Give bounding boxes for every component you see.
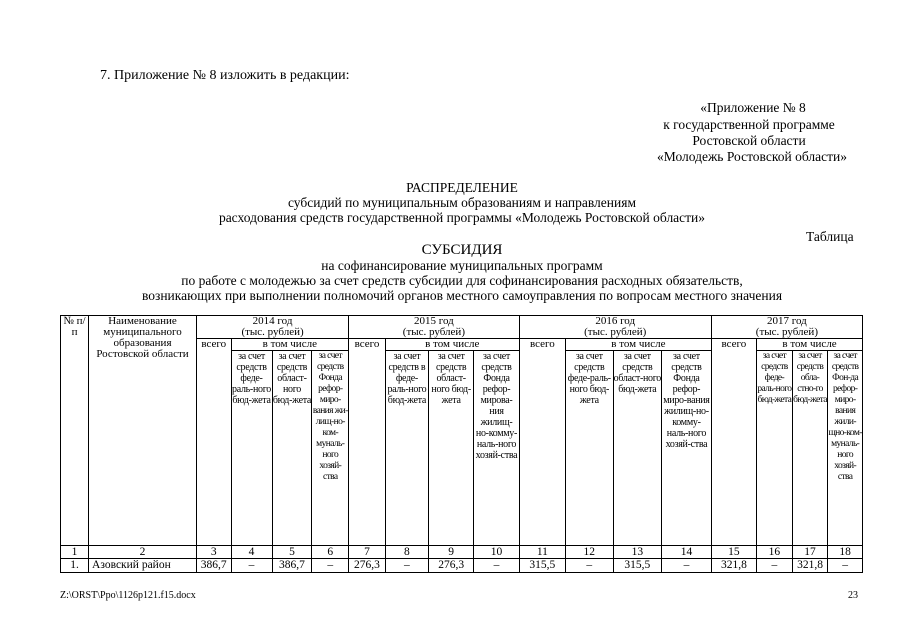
distribution-title: РАСПРЕДЕЛЕНИЕ [406, 180, 518, 195]
column-number: 13 [613, 546, 662, 559]
appendix-line-3: Ростовской области [692, 133, 806, 148]
header-regional: за счет средств област-ного бюд-жета [272, 351, 312, 546]
appendix-line-2: к государственной программе [663, 117, 835, 132]
cell-value: 386,7 [272, 559, 312, 573]
subsidy-line-2: по работе с молодежью за счет средств субсидии для софинансирования расходных обязательств, [181, 273, 743, 288]
header-federal: за счет средств феде-раль-ного бюд-жета [566, 351, 613, 546]
footer-file-path: Z:\ORST\Ppo\1126p121.f15.docx [60, 590, 196, 601]
cell-name: Азовский район [89, 559, 197, 573]
column-number: 5 [272, 546, 312, 559]
subsidy-title: СУБСИДИЯ [421, 242, 503, 258]
column-number: 14 [662, 546, 712, 559]
header-fund: за счет средств Фонда рефор-мирова-ния жилищ-но-комму-наль-ного хозяй-ства [474, 351, 519, 546]
cell-value: 321,8 [792, 559, 828, 573]
header-including: в том числе [385, 339, 519, 351]
cell-value: – [662, 559, 712, 573]
distribution-line-1: субсидий по муниципальным образованиям и направлениям [287, 195, 636, 210]
header-regional: за счет средств област-ного бюд-жета [428, 351, 473, 546]
cell-value: 315,5 [613, 559, 662, 573]
column-number: 10 [474, 546, 519, 559]
header-name: Наименование муниципального образования Ростовской области [89, 316, 197, 546]
cell-value: 386,7 [196, 559, 231, 573]
cell-value: 321,8 [711, 559, 756, 573]
column-number: 18 [828, 546, 863, 559]
column-number: 16 [757, 546, 793, 559]
cell-value: 315,5 [519, 559, 565, 573]
header-total: всего [349, 339, 386, 546]
header-year-2015: 2015 год (тыс. рублей) [349, 316, 520, 339]
table-row [61, 559, 863, 573]
subsidy-table [60, 315, 863, 573]
cell-value: 276,3 [349, 559, 386, 573]
cell-value: – [566, 559, 613, 573]
column-number: 7 [349, 546, 386, 559]
header-total: всего [711, 339, 756, 546]
header-regional: за счет средств област-ного бюд-жета [613, 351, 662, 546]
appendix-line-4: «Молодежь Ростовской области» [657, 149, 847, 164]
cell-value: – [312, 559, 349, 573]
column-number: 1 [61, 546, 89, 559]
header-total: всего [519, 339, 565, 546]
cell-value: – [828, 559, 863, 573]
table-label: Таблица [806, 229, 854, 244]
cell-value: – [231, 559, 272, 573]
header-including: в том числе [757, 339, 863, 351]
header-year-2014: 2014 год (тыс. рублей) [196, 316, 348, 339]
subsidy-line-3: возникающих при выполнении полномочий органов местного самоуправления по вопросам местного значения [141, 288, 783, 303]
distribution-line-2: расходования средств государственной программы «Молодежь Ростовской области» [218, 210, 706, 225]
column-number: 9 [428, 546, 473, 559]
page-number: 23 [848, 590, 858, 601]
column-numbers-row [61, 546, 863, 559]
column-number: 6 [312, 546, 349, 559]
column-number: 4 [231, 546, 272, 559]
header-including: в том числе [231, 339, 349, 351]
cell-value: – [385, 559, 428, 573]
subsidy-line-1: на софинансирование муниципальных программ [321, 258, 603, 273]
cell-no: 1. [61, 559, 89, 573]
header-federal: за счет средств феде-раль-ного бюд-жета [231, 351, 272, 546]
item-heading: 7. Приложение № 8 изложить в редакции: [100, 68, 350, 83]
column-number: 17 [792, 546, 828, 559]
column-number: 8 [385, 546, 428, 559]
header-federal: за счет средств феде-раль-ного бюд-жета [757, 351, 793, 546]
header-no: № п/п [61, 316, 89, 546]
appendix-line-1: «Приложение № 8 [700, 100, 806, 115]
column-number: 15 [711, 546, 756, 559]
column-number: 11 [519, 546, 565, 559]
header-total: всего [196, 339, 231, 546]
header-federal: за счет средств в феде-раль-ного бюд-жета [385, 351, 428, 546]
header-regional: за счет средств обла-стно-го бюд-жета [792, 351, 828, 546]
column-number: 2 [89, 546, 197, 559]
cell-value: 276,3 [428, 559, 473, 573]
column-number: 12 [566, 546, 613, 559]
column-number: 3 [196, 546, 231, 559]
cell-value: – [757, 559, 793, 573]
header-year-2016: 2016 год (тыс. рублей) [519, 316, 711, 339]
header-fund: за счет средств Фон-да рефор-миро-вания жили-щно-ком-муналь-ного хозяй-ства [828, 351, 863, 546]
cell-value: – [474, 559, 519, 573]
header-including: в том числе [566, 339, 712, 351]
header-fund: за счет средств Фонда рефор-миро-вания жилищ-но-комму-наль-ного хозяй-ства [662, 351, 712, 546]
header-year-2017: 2017 год (тыс. рублей) [711, 316, 862, 339]
header-fund: за счет средств Фонда рефор-миро-вания жи-лищ-но-ком-муналь-ного хозяй-ства [312, 351, 349, 546]
